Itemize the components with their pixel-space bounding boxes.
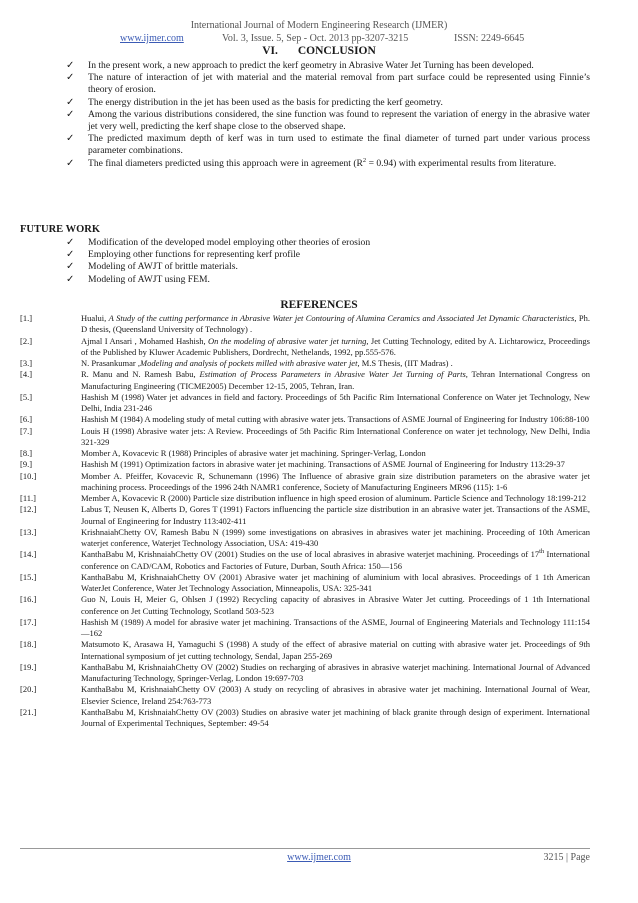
conclusion-item: [66, 109, 590, 133]
reference-number: [7.]: [20, 425, 33, 436]
reference-number: [3.]: [20, 358, 33, 368]
reference-text: N. Prasankumar ,: [81, 358, 141, 368]
reference-item: [20, 392, 590, 415]
section-title: CONCLUSION: [297, 45, 376, 57]
reference-text: Hashish M (1984) A modeling study of metal cutting with abrasive water jets. Transactions of ASME Journal of Engineering for Industry 106:88-100: [81, 414, 590, 425]
checkmark-icon: ✓: [66, 72, 75, 84]
reference-item: [20, 662, 590, 685]
conclusion-item-text: Among the various distributions considered, the sine function was found to represent the variation of energy in the abrasive water jet very well, predicting the kerf shape close to the observed shape.: [88, 108, 590, 133]
reference-text: , Ph. D thesis, (Queensland University of Technology) .: [81, 313, 590, 335]
reference-title-italic: Modeling and analysis of pockets milled with abrasive water jet: [140, 358, 358, 368]
future-work-item: [66, 274, 586, 286]
conclusion-list: [66, 60, 590, 170]
reference-number: [4.]: [20, 369, 33, 380]
reference-text: Louis H (1998) Abrasive water jets: A Review. Proceedings of 5th Pacific Rim International Conference on water jet technology, New Delhi, India 321-329: [81, 425, 590, 447]
reference-text: R. Manu and N. Ramesh Babu,: [81, 369, 200, 380]
reference-number: [6.]: [20, 414, 33, 425]
reference-text: , Jet Cutting Technology, edited by A. Lichtarowicz, Proceedings of the Published by Kluwer Academic Publishers, Dordrecht, Nethelands, 1992, pp.555-576.: [81, 335, 590, 357]
reference-item: [20, 426, 590, 449]
reference-item: [20, 594, 590, 617]
reference-title-italic: Estimation of Process Parameters in Abrasive Water Jet Turning of Parts: [199, 369, 466, 380]
future-work-item: [66, 237, 586, 249]
reference-text: International conference on CAD/CAM, Robotics and Factories of Future, Durban, South Africa: 150—156: [81, 549, 590, 571]
reference-item: [20, 617, 590, 640]
references-list: [20, 313, 590, 729]
reference-text: Momber A. Pfeiffer, Kovacevic R, Schunemann (1996) The Influence of abrasive grain size distribution parameters on the abrasive water jet machining process. Proceedings of the 1996 24th NAMR1 conference, Society of Manufacturing Engineers MR96 (115): 1-6: [81, 470, 590, 492]
conclusion-item-text: The nature of interaction of jet with material and the material removal from part surface could be represented using Finnie’s theory of erosion.: [88, 72, 590, 96]
reference-text: Momber A, Kovacevic R (1988) Principles of abrasive water jet machining. Springer-Verlag, London: [81, 448, 426, 458]
checkmark-icon: ✓: [66, 237, 75, 248]
future-work-heading: FUTURE WORK: [20, 224, 101, 235]
reference-number: [13.]: [20, 526, 37, 537]
reference-number: [14.]: [20, 549, 37, 560]
future-work-item: [66, 249, 586, 261]
reference-text: Hualui,: [81, 313, 109, 323]
reference-number: [21.]: [20, 706, 37, 717]
reference-text: KanthaBabu M, KrishnaiahChetty OV (2003) A study on recycling of abrasives in abrasive water jet machining. International Journal of Wear, Elsevier Science, Ireland 254:763-773: [81, 684, 590, 706]
reference-item: [20, 313, 590, 336]
reference-number: [9.]: [20, 459, 33, 470]
reference-number: [17.]: [20, 616, 37, 627]
conclusion-item: [66, 72, 590, 96]
reference-text: Ajmal I Ansari , Mohamed Hashish,: [81, 335, 209, 346]
reference-item: [20, 549, 590, 572]
footer-page-number: 3215 | Page: [543, 852, 590, 863]
future-work-item-text: Modeling of AWJT using FEM.: [88, 273, 210, 285]
reference-text: Member A, Kovacevic R (2000) Particle size distribution influence in high speed erosion of aluminum. Particle Science and Technology 18:199-212: [81, 493, 587, 503]
conclusion-item: [66, 60, 590, 72]
journal-title: International Journal of Modern Engineering Research (IJMER): [190, 20, 448, 31]
reference-number: [12.]: [20, 504, 37, 515]
header-volume: Vol. 3, Issue. 5, Sep - Oct. 2013 pp-3207-3215: [222, 33, 409, 44]
reference-item: [20, 707, 590, 730]
conclusion-heading: [0, 45, 638, 57]
section-number: VI.: [262, 45, 278, 57]
checkmark-icon: ✓: [66, 157, 75, 169]
reference-item: [20, 414, 590, 425]
reference-text: KanthaBabu M, KrishnaiahChetty OV (2001) Studies on the use of local abrasives in abrasive waterjet machining. Proceedings of 17: [81, 549, 540, 560]
future-work-item-text: Employing other functions for representing kerf profile: [88, 249, 301, 261]
reference-item: [20, 527, 590, 550]
reference-item: [20, 504, 590, 527]
reference-item: [20, 471, 590, 494]
reference-text: Hashish M (1989) A model for abrasive water jet machining. Transactions of the ASME, Journal of Engineering Materials and Technology 111:154—162: [81, 616, 590, 638]
checkmark-icon: ✓: [66, 96, 75, 108]
reference-text: Hashish M (1991) Optimization factors in abrasive water jet machining. Transactions of ASME Journal of Engineering for Industry 113:29-37: [81, 459, 565, 470]
reference-number: [2.]: [20, 335, 33, 346]
header-url-link[interactable]: www.ijmer.com: [120, 33, 184, 44]
reference-superscript: th: [539, 548, 545, 556]
reference-text: KrishnaiahChetty OV, Ramesh Babu N (1999) some investigations on abrasives in abrasives water jet machining. Proceeding of 10th American waterjet conference, Waterjet Technology Association, USA: 419-430: [81, 526, 590, 548]
reference-number: [19.]: [20, 661, 37, 672]
reference-text: Labus T, Neusen K, Alberts D, Gores T (1991) Factors influencing the particle size distribution in an abrasive water jet. Transactions of the ASME, Journal of Engineering for Industry 113:402-411: [81, 504, 590, 526]
reference-number: [11.]: [20, 493, 36, 503]
footer-divider: [20, 848, 590, 849]
conclusion-item-text: The final diameters predicted using this approach were in agreement $(R^2 = 0.94)$ with experimental results from literature.: [88, 156, 557, 169]
reference-item: [20, 336, 590, 359]
reference-number: [10.]: [20, 470, 37, 481]
reference-number: [16.]: [20, 594, 37, 605]
reference-number: [1.]: [20, 313, 33, 323]
checkmark-icon: ✓: [66, 273, 75, 285]
reference-text: , M.S Thesis, (IIT Madras) .: [357, 358, 453, 368]
conclusion-item: [66, 97, 590, 109]
checkmark-icon: ✓: [66, 133, 75, 145]
reference-number: [15.]: [20, 571, 37, 582]
future-work-list: [66, 237, 586, 286]
reference-item: [20, 369, 590, 392]
reference-text: Matsumoto K, Arasawa H, Yamaguchi S (1998) A study of the effect of abrasive material on cutting with abrasive water jet. Proceedings of 9th International symposium of jet cutting technology, Sendal, Japan 255-269: [81, 639, 590, 661]
reference-item: [20, 448, 590, 459]
reference-item: [20, 493, 590, 504]
reference-item: [20, 572, 590, 595]
checkmark-icon: ✓: [66, 108, 75, 120]
reference-text: KanthaBabu M, KrishnaiahChetty OV (2003) Studies on abrasive water jet machining of black granite through design of experiment. International Journal of Experimental Techniques, September: 49-54: [81, 706, 590, 728]
reference-text: Guo N, Louis H, Meier G, Ohlsen J (1992) Recycling capacity of abrasives in Abrasive Water Jet cutting. Proceedings of 1 1th International conference on Jet Cutting Technology, Scotland 503-523: [81, 594, 590, 616]
conclusion-item: [66, 158, 590, 170]
reference-text: KanthaBabu M, KrishnaiahChetty OV (2001) Abrasive water jet machining of aluminium with local abrasives. Proceedings of 1 1th American WaterJet Conference, Water Jet Technology Association, Minneapolis, USA: 325-341: [81, 571, 590, 593]
reference-number: [18.]: [20, 639, 37, 650]
reference-item: [20, 459, 590, 470]
footer-url-link[interactable]: www.ijmer.com: [287, 852, 351, 863]
reference-item: [20, 684, 590, 707]
conclusion-item: [66, 133, 590, 157]
reference-text: , Tehran International Congress on Manufacturing Engineering (TICME2005) December 12-15, 2005, Tehran, Iran.: [81, 369, 590, 391]
checkmark-icon: ✓: [66, 60, 75, 71]
reference-title-italic: A Study of the cutting performance in Abrasive Water jet Contouring of Alumina Ceramics and Associated Jet Dynamic Characteristics: [108, 313, 575, 323]
reference-item: [20, 358, 590, 369]
reference-text: KanthaBabu M, KrishnaiahChetty OV (2002) Studies on recharging of abrasives in abrasive waterjet machining. International Journal of Advanced Manufacturing Technology, Springer-Verlag, London 19:697-703: [81, 661, 590, 683]
checkmark-icon: ✓: [66, 261, 75, 273]
conclusion-item-text: The predicted maximum depth of kerf was in turn used to estimate the final diameter of turned part under various process parameter combinations.: [88, 133, 590, 157]
reference-title-italic: On the modeling of abrasive water jet turning: [208, 335, 367, 346]
reference-number: [20.]: [20, 684, 37, 695]
future-work-item-text: Modification of the developed model employing other theories of erosion: [88, 237, 371, 248]
header-issn: ISSN: 2249-6645: [454, 33, 525, 44]
future-work-item-text: Modeling of AWJT of brittle materials.: [88, 261, 238, 273]
reference-number: [5.]: [20, 391, 33, 402]
references-heading: REFERENCES: [280, 299, 358, 311]
reference-item: [20, 639, 590, 662]
reference-number: [8.]: [20, 448, 33, 458]
conclusion-item-text: The energy distribution in the jet has been used as the basis for predicting the kerf geometry.: [88, 96, 443, 108]
reference-text: Hashish M (1998) Water jet advances in field and factory. Proceedings of 5th Pacific Rim International Conference on Water jet Technology, New Delhi, India 231-246: [81, 391, 590, 413]
checkmark-icon: ✓: [66, 249, 75, 261]
future-work-item: [66, 261, 586, 273]
conclusion-item-text: In the present work, a new approach to predict the kerf geometry in Abrasive Water Jet Turning has been developed.: [88, 60, 534, 71]
